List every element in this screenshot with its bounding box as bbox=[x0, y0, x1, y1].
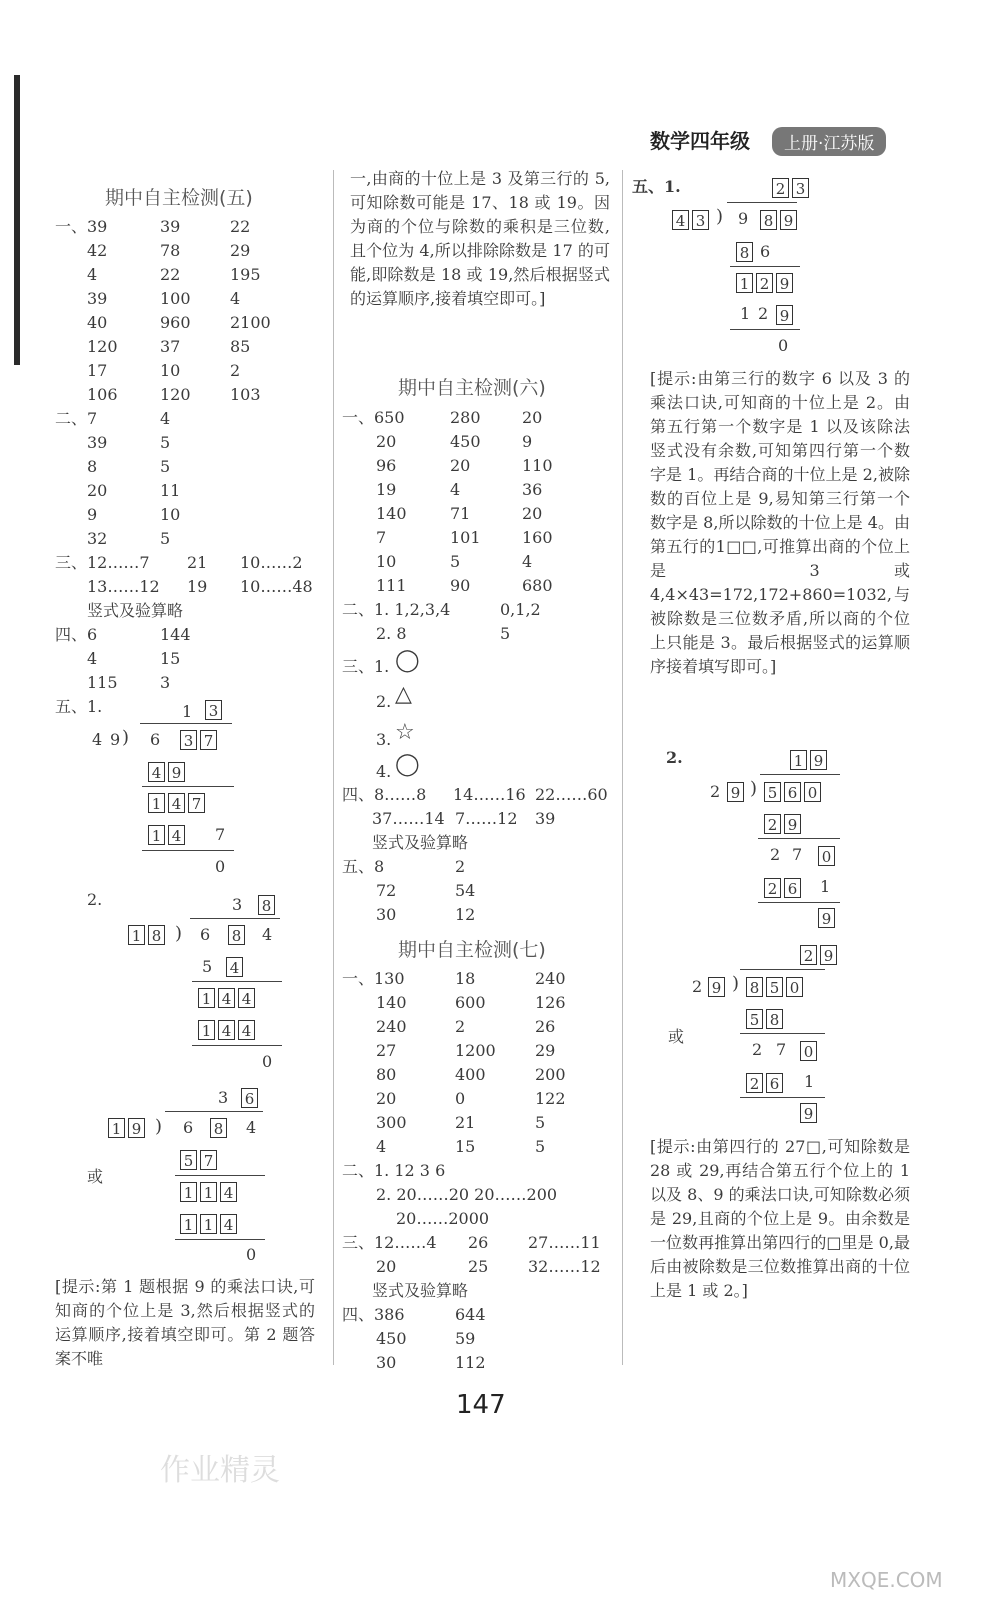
answer-cell: 4 bbox=[160, 409, 171, 428]
answer-box: 4 bbox=[218, 1020, 235, 1040]
question-label: 4. bbox=[376, 762, 392, 781]
answer-cell: 四、6 bbox=[55, 625, 98, 644]
division-bracket: ) bbox=[716, 206, 724, 227]
answer-cell: 160 bbox=[522, 528, 553, 547]
answer-cell: 19 bbox=[376, 480, 397, 499]
digit: 6 bbox=[183, 1118, 194, 1137]
answer-cell: 10 bbox=[160, 361, 181, 380]
answer-cell: 120 bbox=[160, 385, 191, 404]
question-label-5-2: 2. bbox=[666, 748, 683, 767]
answer-cell: 10 bbox=[160, 505, 181, 524]
answer-cell: 一、650 bbox=[342, 408, 405, 427]
answer-cell: 39 bbox=[160, 217, 181, 236]
answer-box: 1 bbox=[180, 1214, 197, 1234]
answer-box: 6 bbox=[784, 878, 801, 898]
answer-box: 9 bbox=[780, 210, 797, 230]
division-bar bbox=[165, 1111, 263, 1112]
digit: 6 bbox=[150, 730, 161, 749]
division-bar bbox=[760, 774, 840, 775]
answer-cell: 39 bbox=[535, 809, 556, 828]
answer-box: 3 bbox=[180, 730, 197, 750]
answer-box: 4 bbox=[168, 793, 185, 813]
answer-cell: 20 bbox=[376, 1257, 397, 1276]
digit: 2 bbox=[770, 845, 781, 864]
answer-cell: 7 bbox=[376, 528, 387, 547]
answer-line: 20……2000 bbox=[396, 1209, 490, 1228]
answer-box: 8 bbox=[148, 925, 165, 945]
triangle-shape: △ bbox=[395, 682, 412, 707]
subtraction-line bbox=[758, 902, 840, 903]
answer-cell: 5 bbox=[535, 1113, 546, 1132]
answer-cell: 20 bbox=[522, 408, 543, 427]
answer-cell: 40 bbox=[87, 313, 108, 332]
answer-box: 7 bbox=[200, 730, 217, 750]
answer-box: 1 bbox=[180, 1182, 197, 1202]
answer-box: 4 bbox=[238, 988, 255, 1008]
answer-cell: 600 bbox=[455, 993, 486, 1012]
division-bar bbox=[140, 723, 232, 724]
answer-cell: 37 bbox=[160, 337, 181, 356]
answer-box: 6 bbox=[784, 782, 801, 802]
answer-cell: 一、130 bbox=[342, 969, 405, 988]
answer-cell: 三、12……4 bbox=[342, 1233, 437, 1252]
answer-cell: 5 bbox=[535, 1137, 546, 1156]
answer-box: 9 bbox=[168, 762, 185, 782]
or-label: 或 bbox=[668, 1027, 685, 1046]
answer-box: 4 bbox=[672, 210, 689, 230]
answer-box: 1 bbox=[736, 273, 753, 293]
answer-cell: 240 bbox=[376, 1017, 407, 1036]
answer-cell: 30 bbox=[376, 1353, 397, 1372]
answer-cell: 20 bbox=[376, 432, 397, 451]
digit: 7 bbox=[776, 1040, 787, 1059]
answer-box: 8 bbox=[746, 977, 763, 997]
answer-box: 1 bbox=[148, 793, 165, 813]
digit: 1 bbox=[182, 702, 193, 721]
answer-cell: 29 bbox=[535, 1041, 556, 1060]
remainder: 0 bbox=[246, 1245, 257, 1264]
answer-cell: 59 bbox=[455, 1329, 476, 1348]
answer-box: 1 bbox=[108, 1118, 125, 1138]
answer-cell: 5 bbox=[500, 624, 511, 643]
answer-box: 4 bbox=[238, 1020, 255, 1040]
answer-cell: 115 bbox=[87, 673, 118, 692]
or-label: 或 bbox=[87, 1167, 104, 1186]
answer-cell: 1200 bbox=[455, 1041, 496, 1060]
answer-cell: 280 bbox=[450, 408, 481, 427]
subtraction-line bbox=[740, 1097, 825, 1098]
answer-cell: 5 bbox=[450, 552, 461, 571]
answer-box: 4 bbox=[220, 1182, 237, 1202]
answer-cell: 42 bbox=[87, 241, 108, 260]
answer-cell: 4 bbox=[230, 289, 241, 308]
answer-cell: 39 bbox=[87, 289, 108, 308]
answer-box: 4 bbox=[220, 1214, 237, 1234]
answer-cell: 0,1,2 bbox=[500, 600, 541, 619]
page-spine-bar bbox=[14, 75, 20, 365]
answer-cell: 13……12 bbox=[87, 577, 160, 596]
answer-cell: 54 bbox=[455, 881, 476, 900]
answer-box: 2 bbox=[772, 178, 789, 198]
answer-box: 4 bbox=[148, 762, 165, 782]
digit: 7 bbox=[215, 825, 226, 844]
answer-box: 9 bbox=[776, 273, 793, 293]
answer-cell: 140 bbox=[376, 993, 407, 1012]
answer-cell: 4 bbox=[450, 480, 461, 499]
division-bracket: ) bbox=[122, 727, 130, 748]
answer-note: 竖式及验算略 bbox=[372, 833, 469, 852]
answer-box: 4 bbox=[226, 957, 243, 977]
answer-box: 9 bbox=[820, 945, 837, 965]
watermark-text: 作业精灵 bbox=[160, 1453, 280, 1488]
subtraction-line bbox=[758, 838, 840, 839]
answer-cell: 5 bbox=[160, 529, 171, 548]
answer-cell: 37……14 bbox=[372, 809, 445, 828]
subtraction-line bbox=[740, 1033, 825, 1034]
answer-cell: 三、12……7 bbox=[55, 553, 150, 572]
division-bar bbox=[190, 918, 280, 919]
hint-paragraph: [提示:第 1 题根据 9 的乘法口诀,可知商的个位上是 3,然后根据竖式的运算顺序,接着填空即可。第 2 题答案不唯 bbox=[55, 1277, 315, 1368]
answer-box: 3 bbox=[692, 210, 709, 230]
digit: 9 bbox=[738, 209, 749, 228]
answer-box: 7 bbox=[200, 1150, 217, 1170]
answer-cell: 20 bbox=[522, 504, 543, 523]
remainder: 0 bbox=[262, 1052, 273, 1071]
answer-cell: 200 bbox=[535, 1065, 566, 1084]
digit: 3 bbox=[232, 895, 243, 914]
circle-shape: ◯ bbox=[395, 752, 420, 777]
answer-cell: 4 bbox=[87, 649, 98, 668]
answer-cell: 2 bbox=[230, 361, 241, 380]
answer-cell: 39 bbox=[87, 433, 108, 452]
answer-cell: 25 bbox=[468, 1257, 489, 1276]
digit: 6 bbox=[200, 925, 211, 944]
digit: 6 bbox=[760, 242, 771, 261]
answer-box: 1 bbox=[200, 1214, 217, 1234]
question-label-5-1: 五、1. bbox=[55, 697, 103, 716]
corner-watermark: MXQE.COM bbox=[830, 1568, 943, 1592]
digit: 4 bbox=[92, 730, 103, 749]
answer-box: 2 bbox=[764, 814, 781, 834]
answer-box: 7 bbox=[188, 793, 205, 813]
answer-cell: 2 bbox=[455, 1017, 466, 1036]
answer-cell: 五、8 bbox=[342, 857, 385, 876]
answer-cell: 5 bbox=[160, 433, 171, 452]
answer-cell: 680 bbox=[522, 576, 553, 595]
answer-cell: 144 bbox=[160, 625, 191, 644]
answer-box: 9 bbox=[818, 908, 835, 928]
answer-box: 4 bbox=[218, 988, 235, 1008]
answer-cell: 2. 8 bbox=[376, 624, 407, 643]
answer-cell: 20 bbox=[87, 481, 108, 500]
answer-box: 1 bbox=[198, 988, 215, 1008]
answer-cell: 450 bbox=[450, 432, 481, 451]
division-bracket: ) bbox=[175, 923, 183, 944]
answer-cell: 26 bbox=[535, 1017, 556, 1036]
answer-cell: 0 bbox=[455, 1089, 466, 1108]
answer-cell: 12 bbox=[455, 905, 476, 924]
answer-line: 二、1. 12 3 6 bbox=[342, 1161, 446, 1180]
answer-box: 2 bbox=[800, 945, 817, 965]
answer-cell: 21 bbox=[455, 1113, 476, 1132]
hint-paragraph: 一,由商的十位上是 3 及第三行的 5,可知除数可能是 17、18 或 19。因为商的个位与除数的乘积是三位数,且个位为 4,所以排除除数是 17 的可能,即除数是 18 或 19,然后根据竖式的运算顺序,接着填空即可。] bbox=[350, 169, 610, 308]
hint-paragraph: [提示:由第四行的 27□,可知除数是 28 或 29,再结合第五行个位上的 1 以及 8、9 的乘法口诀,可知除数必须是 29,且商的个位上是 9。由余数是一位数再推算出第四行的□里是 0,最后由被除数是三位数推算出商的十位上是 1 或 2。] bbox=[650, 1137, 910, 1300]
question-label: 三、1. bbox=[342, 657, 390, 676]
answer-cell: 22 bbox=[160, 265, 181, 284]
subtraction-line bbox=[730, 266, 800, 267]
answer-box: 9 bbox=[708, 977, 725, 997]
answer-box: 3 bbox=[792, 178, 809, 198]
answer-cell: 22 bbox=[230, 217, 251, 236]
answer-cell: 80 bbox=[376, 1065, 397, 1084]
answer-cell: 103 bbox=[230, 385, 261, 404]
column-divider-1 bbox=[333, 170, 334, 1365]
answer-cell: 19 bbox=[187, 577, 208, 596]
answer-box: 2 bbox=[756, 273, 773, 293]
answer-cell: 27……11 bbox=[528, 1233, 601, 1252]
answer-box: 5 bbox=[180, 1150, 197, 1170]
answer-cell: 二、1. 1,2,3,4 bbox=[342, 600, 451, 619]
answer-box: 1 bbox=[128, 925, 145, 945]
answer-cell: 4 bbox=[87, 265, 98, 284]
digit: 1 bbox=[820, 877, 831, 896]
digit: 1 bbox=[740, 304, 751, 323]
answer-cell: 112 bbox=[455, 1353, 486, 1372]
section-title-5: 期中自主检测(五) bbox=[105, 187, 253, 209]
answer-line: 2. 20……20 20……200 bbox=[376, 1185, 558, 1204]
answer-box: 8 bbox=[766, 1009, 783, 1029]
edition-badge: 上册·江苏版 bbox=[772, 127, 886, 156]
star-shape: ☆ bbox=[395, 720, 415, 745]
answer-cell: 2 bbox=[455, 857, 466, 876]
answer-cell: 300 bbox=[376, 1113, 407, 1132]
page-number: 147 bbox=[456, 1390, 506, 1420]
digit: 7 bbox=[792, 845, 803, 864]
digit: 2 bbox=[752, 1040, 763, 1059]
subtraction-line bbox=[730, 329, 800, 330]
digit: 1 bbox=[804, 1072, 815, 1091]
division-bar bbox=[740, 969, 825, 970]
answer-cell: 32……12 bbox=[528, 1257, 601, 1276]
digit: 4 bbox=[246, 1118, 257, 1137]
answer-cell: 400 bbox=[455, 1065, 486, 1084]
answer-box: 5 bbox=[764, 782, 781, 802]
hint-paragraph: [提示:由第三行的数字 6 以及 3 的乘法口诀,可知商的十位上是 2。由第五行第一个数字是 1 以及该除法竖式没有余数,可知第四行第一个数字是 1。再结合商的十位上是 2,被除数的百位上是 9,易知第三行第一个数字是 8,所以除数的十位上是 4。由第五行的1□□,可推算出商的个位上是 3 或 4,4×43=172,172+860=1032,与被除数是三位数矛盾,所以商的个位上只能是 3。最后根据竖式的运算顺序接着填写即可。] bbox=[650, 369, 910, 676]
answer-cell: 195 bbox=[230, 265, 261, 284]
digit: 9 bbox=[110, 730, 121, 749]
answer-cell: 644 bbox=[455, 1305, 486, 1324]
digit: 3 bbox=[218, 1088, 229, 1107]
answer-box: 0 bbox=[818, 846, 835, 866]
subtraction-line bbox=[192, 981, 282, 982]
division-bracket: ) bbox=[750, 778, 758, 799]
digit: 2 bbox=[758, 304, 769, 323]
column-divider-2 bbox=[622, 170, 623, 1365]
answer-box: 1 bbox=[200, 1182, 217, 1202]
answer-cell: 450 bbox=[376, 1329, 407, 1348]
answer-cell: 17 bbox=[87, 361, 108, 380]
answer-cell: 240 bbox=[535, 969, 566, 988]
answer-box: 1 bbox=[790, 750, 807, 770]
answer-cell: 15 bbox=[160, 649, 181, 668]
circle-shape: ◯ bbox=[395, 648, 420, 673]
answer-cell: 4 bbox=[376, 1137, 387, 1156]
answer-cell: 9 bbox=[522, 432, 533, 451]
answer-cell: 22……60 bbox=[535, 785, 608, 804]
answer-cell: 15 bbox=[455, 1137, 476, 1156]
answer-cell: 30 bbox=[376, 905, 397, 924]
answer-box: 2 bbox=[746, 1073, 763, 1093]
answer-box: 9 bbox=[727, 782, 744, 802]
answer-box: 9 bbox=[810, 750, 827, 770]
answer-box: 9 bbox=[776, 305, 793, 325]
answer-box: 1 bbox=[148, 825, 165, 845]
answer-cell: 27 bbox=[376, 1041, 397, 1060]
answer-cell: 126 bbox=[535, 993, 566, 1012]
answer-cell: 21 bbox=[187, 553, 208, 572]
answer-cell: 二、7 bbox=[55, 409, 98, 428]
answer-cell: 29 bbox=[230, 241, 251, 260]
answer-box: 9 bbox=[800, 1103, 817, 1123]
answer-box: 8 bbox=[228, 925, 245, 945]
answer-note: 竖式及验算略 bbox=[372, 1281, 469, 1300]
answer-cell: 96 bbox=[376, 456, 397, 475]
answer-cell: 32 bbox=[87, 529, 108, 548]
division-bracket: ) bbox=[155, 1116, 163, 1137]
remainder: 0 bbox=[778, 336, 789, 355]
answer-box: 0 bbox=[804, 782, 821, 802]
book-title: 数学四年级 bbox=[650, 129, 750, 153]
answer-cell: 9 bbox=[87, 505, 98, 524]
answer-cell: 四、8……8 bbox=[342, 785, 427, 804]
answer-cell: 20 bbox=[376, 1089, 397, 1108]
answer-cell: 106 bbox=[87, 385, 118, 404]
answer-cell: 8 bbox=[87, 457, 98, 476]
answer-box: 8 bbox=[258, 895, 275, 915]
answer-cell: 7……12 bbox=[455, 809, 518, 828]
digit: 5 bbox=[202, 957, 213, 976]
answer-cell: 140 bbox=[376, 504, 407, 523]
answer-cell: 110 bbox=[522, 456, 553, 475]
answer-note: 竖式及验算略 bbox=[87, 601, 184, 620]
answer-box: 3 bbox=[205, 700, 222, 720]
answer-box: 0 bbox=[800, 1041, 817, 1061]
answer-cell: 71 bbox=[450, 504, 471, 523]
question-label: 2. bbox=[376, 692, 392, 711]
answer-box: 8 bbox=[736, 242, 753, 262]
subtraction-line bbox=[175, 1175, 265, 1176]
subtraction-line bbox=[142, 786, 234, 787]
answer-box: 4 bbox=[168, 825, 185, 845]
section-title-7: 期中自主检测(七) bbox=[398, 939, 546, 961]
digit: 2 bbox=[710, 782, 721, 801]
answer-cell: 120 bbox=[87, 337, 118, 356]
answer-cell: 3 bbox=[160, 673, 171, 692]
answer-box: 6 bbox=[241, 1088, 258, 1108]
answer-cell: 4 bbox=[522, 552, 533, 571]
answer-box: 2 bbox=[764, 878, 781, 898]
answer-cell: 90 bbox=[450, 576, 471, 595]
answer-cell: 四、386 bbox=[342, 1305, 405, 1324]
digit: 2 bbox=[692, 977, 703, 996]
answer-cell: 72 bbox=[376, 881, 397, 900]
subtraction-line bbox=[142, 850, 234, 851]
answer-box: 9 bbox=[784, 814, 801, 834]
digit: 4 bbox=[262, 925, 273, 944]
subtraction-line bbox=[192, 1045, 282, 1046]
answer-box: 9 bbox=[128, 1118, 145, 1138]
answer-cell: 36 bbox=[522, 480, 543, 499]
question-label: 3. bbox=[376, 730, 392, 749]
answer-cell: 10 bbox=[376, 552, 397, 571]
answer-cell: 101 bbox=[450, 528, 481, 547]
answer-box: 5 bbox=[746, 1009, 763, 1029]
division-bar bbox=[727, 202, 797, 203]
subtraction-line bbox=[175, 1239, 265, 1240]
answer-cell: 10……48 bbox=[240, 577, 313, 596]
answer-cell: 18 bbox=[455, 969, 476, 988]
answer-cell: 122 bbox=[535, 1089, 566, 1108]
section-title-6: 期中自主检测(六) bbox=[398, 377, 546, 399]
answer-cell: 100 bbox=[160, 289, 191, 308]
answer-cell: 14……16 bbox=[453, 785, 526, 804]
answer-cell: 960 bbox=[160, 313, 191, 332]
answer-cell: 2100 bbox=[230, 313, 271, 332]
answer-cell: 一、39 bbox=[55, 217, 108, 236]
answer-cell: 111 bbox=[376, 576, 407, 595]
answer-cell: 10……2 bbox=[240, 553, 303, 572]
question-label-5-2: 2. bbox=[87, 890, 103, 909]
answer-box: 6 bbox=[766, 1073, 783, 1093]
answer-box: 1 bbox=[198, 1020, 215, 1040]
answer-cell: 26 bbox=[468, 1233, 489, 1252]
remainder: 0 bbox=[215, 857, 226, 876]
answer-cell: 11 bbox=[160, 481, 181, 500]
answer-cell: 85 bbox=[230, 337, 251, 356]
answer-cell: 5 bbox=[160, 457, 171, 476]
answer-box: 5 bbox=[766, 977, 783, 997]
answer-cell: 78 bbox=[160, 241, 181, 260]
question-label-5-1: 五、1. bbox=[632, 177, 681, 196]
answer-box: 8 bbox=[760, 210, 777, 230]
answer-box: 0 bbox=[786, 977, 803, 997]
answer-cell: 20 bbox=[450, 456, 471, 475]
division-bracket: ) bbox=[732, 973, 740, 994]
answer-box: 8 bbox=[210, 1118, 227, 1138]
